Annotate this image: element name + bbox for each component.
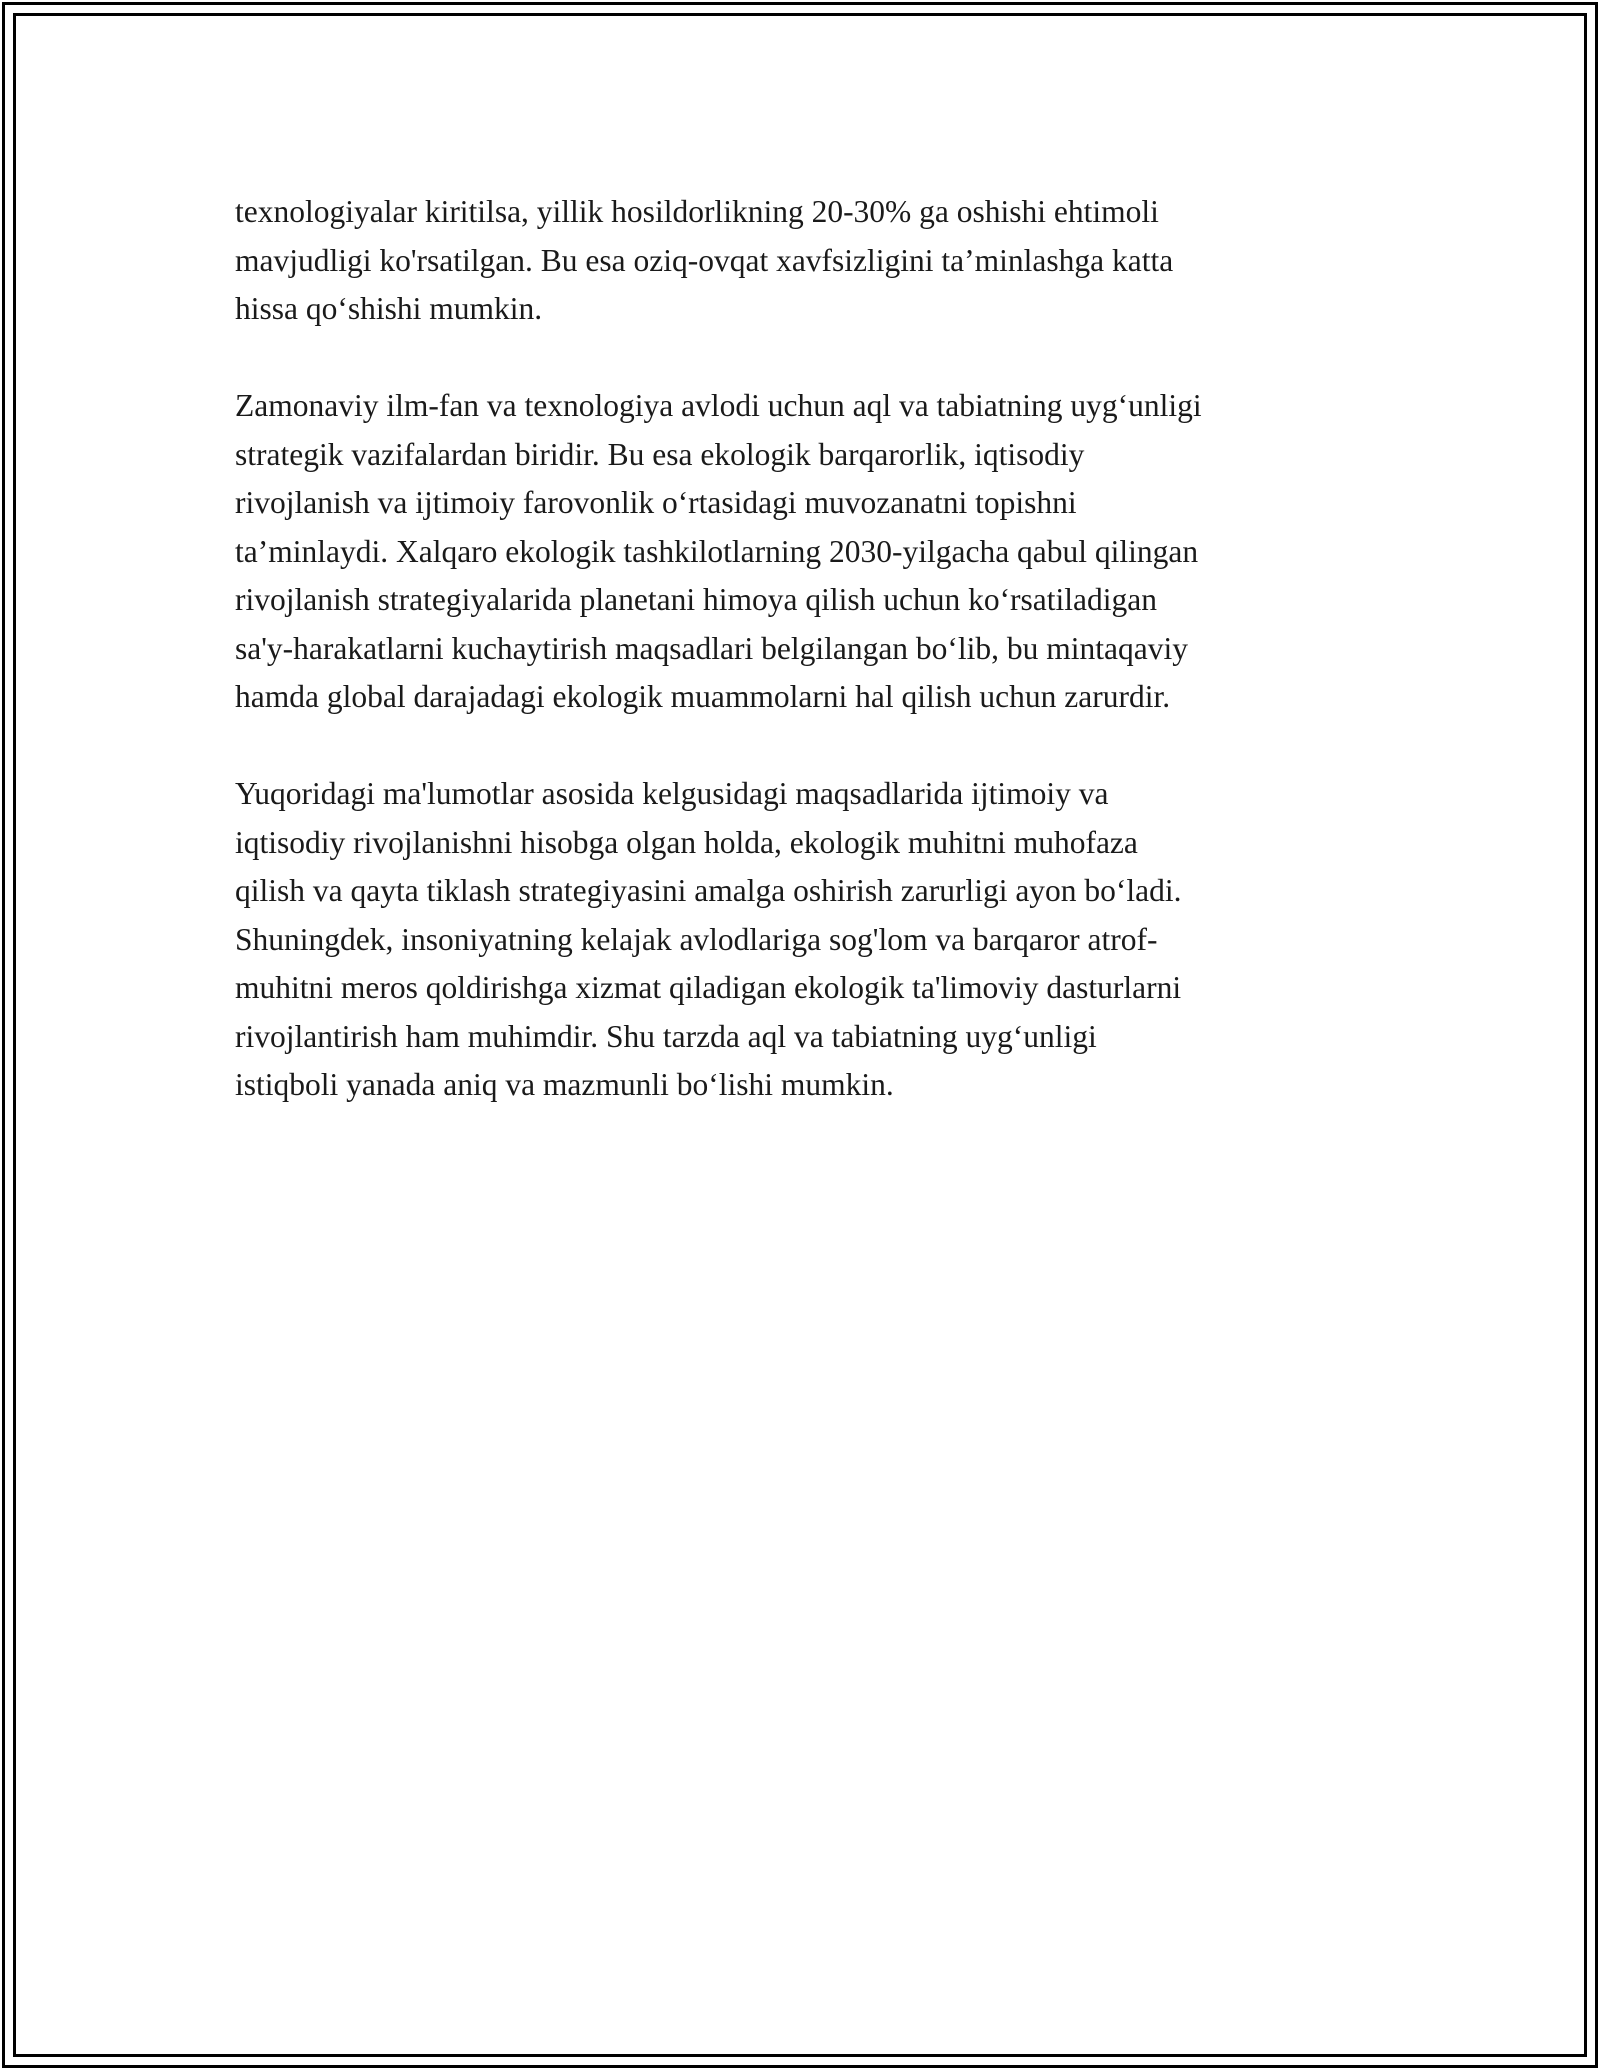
text-line: strategik vazifalardan biridir. Bu esa ekologik barqarorlik, iqtisodiy xyxy=(235,436,1085,472)
paragraph-2 xyxy=(235,382,1365,722)
paragraph-1 xyxy=(235,188,1365,334)
text-line: Shuningdek, insoniyatning kelajak avlodlariga sog'lom va barqaror atrof- xyxy=(235,921,1158,957)
text-line: rivojlanish va ijtimoiy farovonlik o‘rtasidagi muvozanatni topishni xyxy=(235,485,1077,520)
text-line: muhitni meros qoldirishga xizmat qiladigan ekologik ta'limoviy dasturlarni xyxy=(235,970,1182,1005)
document-body xyxy=(235,188,1365,1158)
text-line: texnologiyalar kiritilsa, yillik hosildorlikning 20-30% ga oshishi ehtimoli xyxy=(235,194,1159,229)
text-line: qilish va qayta tiklash strategiyasini amalga oshirish zarurligi ayon bo‘ladi. xyxy=(235,873,1182,908)
text-line: sa'y-harakatlarni kuchaytirish maqsadlari belgilangan bo‘lib, bu mintaqaviy xyxy=(235,630,1189,666)
paragraph-3 xyxy=(235,770,1365,1110)
text-line: hissa qo‘shishi mumkin. xyxy=(235,291,543,326)
text-line: Yuqoridagi ma'lumotlar asosida kelgusidagi maqsadlarida ijtimoiy va xyxy=(235,776,1109,811)
text-line: rivojlanish strategiyalarida planetani himoya qilish uchun ko‘rsatiladigan xyxy=(235,582,1158,617)
text-line: ta’minlaydi. Xalqaro ekologik tashkilotlarning 2030-yilgacha qabul qilingan xyxy=(235,533,1199,569)
text-line: mavjudligi ko'rsatilgan. Bu esa oziq-ovqat xavfsizligini ta’minlashga katta xyxy=(235,242,1174,278)
text-line: istiqboli yanada aniq va mazmunli bo‘lishi mumkin. xyxy=(235,1067,894,1102)
text-line: iqtisodiy rivojlanishni hisobga olgan holda, ekologik muhitni muhofaza xyxy=(235,824,1138,860)
text-line: rivojlantirish ham muhimdir. Shu tarzda aql va tabiatning uyg‘unligi xyxy=(235,1018,1097,1054)
text-line: Zamonaviy ilm-fan va texnologiya avlodi uchun aql va tabiatning uyg‘unligi xyxy=(235,388,1202,423)
text-line: hamda global darajadagi ekologik muammolarni hal qilish uchun zarurdir. xyxy=(235,679,1171,714)
